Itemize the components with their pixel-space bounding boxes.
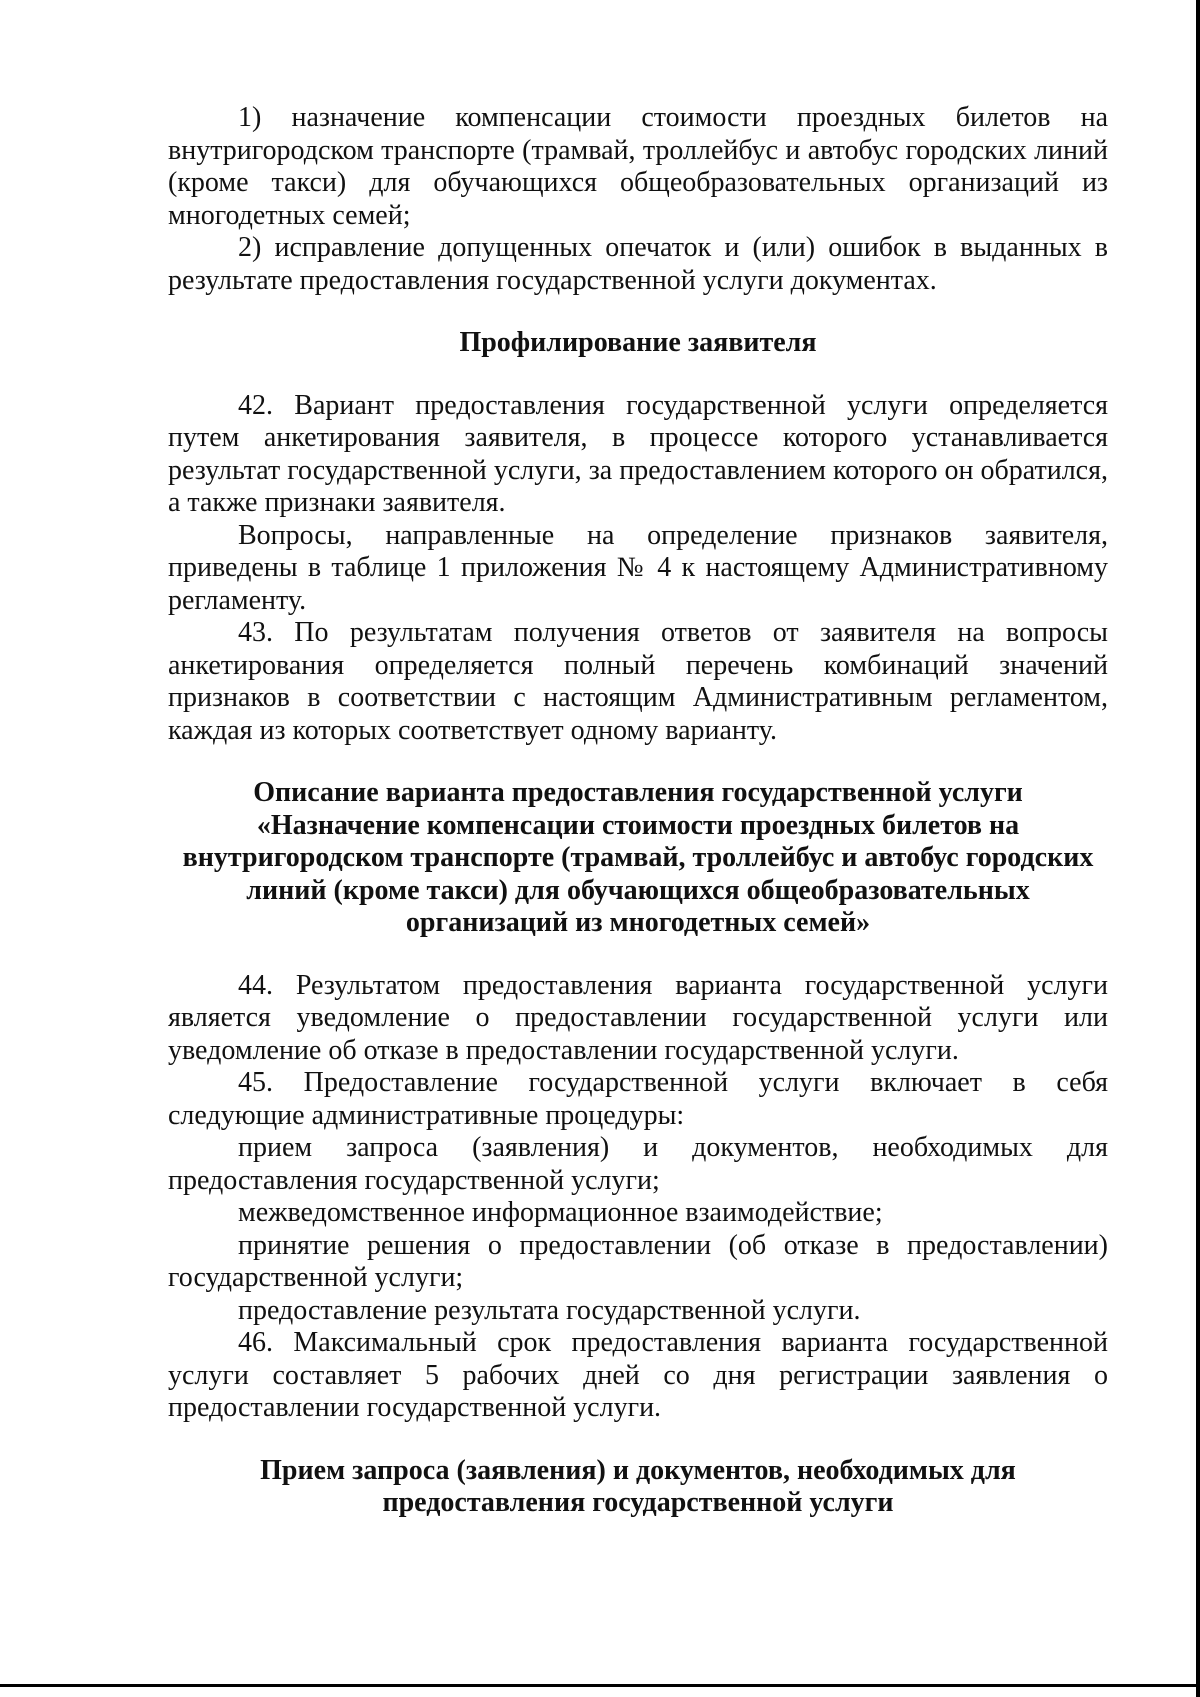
heading-variant xyxy=(168,777,1108,940)
paragraph-42: 42. Вариант предоставления государственной услуги определяется путем анкетирования заявителя, в процессе которого устанавливается результат государственной услуги, за предоставлением которого он обратился, а также признаки заявителя. xyxy=(168,389,1108,518)
intro-item-1: 1) назначение компенсации стоимости проездных билетов на внутригородском транспорте (трамвай, троллейбус и автобус городских линий (кроме такси) для обучающихся общеобразовательных организаций из многодетных семей; xyxy=(168,102,1108,231)
paragraph-43: 43. По результатам получения ответов от заявителя на вопросы анкетирования определяется полный перечень комбинаций значений признаков в соответствии с настоящим Административным регламентом, каждая из которых соответствует одному варианту. xyxy=(168,617,1108,746)
paragraph-45: 45. Предоставление государственной услуги включает в себя следующие административные процедуры: xyxy=(168,1067,1108,1131)
heading-variant-line: линий (кроме такси) для обучающихся общеобразовательных xyxy=(246,874,1030,906)
paragraph-44: 44. Результатом предоставления варианта государственной услуги является уведомление о предоставлении государственной услуги или уведомление об отказе в предоставлении государственной услуги. xyxy=(168,969,1108,1066)
procedure-item: межведомственное информационное взаимодействие; xyxy=(238,1197,883,1228)
heading-reception-line: предоставления государственной услуги xyxy=(382,1487,894,1518)
intro-item-2: 2) исправление допущенных опечаток и (или) ошибок в выданных в результате предоставления государственной услуги документах. xyxy=(168,232,1108,296)
procedure-item: принятие решения о предоставлении (об отказе в предоставлении) государственной услуги; xyxy=(168,1229,1108,1293)
heading-reception xyxy=(168,1455,1108,1520)
heading-variant-line: «Назначение компенсации стоимости проездных билетов на xyxy=(256,809,1020,841)
heading-reception-line: Прием запроса (заявления) и документов, необходимых для xyxy=(260,1454,1016,1486)
paragraph-46: 46. Максимальный срок предоставления варианта государственной услуги составляет 5 рабочих дней со дня регистрации заявления о предоставлении государственной услуги. xyxy=(168,1327,1108,1423)
procedure-item: предоставление результата государственной услуги. xyxy=(238,1294,861,1326)
procedure-item: прием запроса (заявления) и документов, необходимых для предоставления государственной услуги; xyxy=(168,1132,1108,1196)
heading-variant-line: Описание варианта предоставления государственной услуги xyxy=(253,777,1023,808)
scan-edge-right xyxy=(1196,0,1200,1697)
paragraph-questions: Вопросы, направленные на определение признаков заявителя, приведены в таблице 1 приложения № 4 к настоящему Административному регламенту. xyxy=(168,519,1108,616)
heading-variant-line: организаций из многодетных семей» xyxy=(405,907,871,938)
heading-variant-line: внутригородском транспорте (трамвай, троллейбус и автобус городских xyxy=(182,842,1094,873)
page-content xyxy=(168,102,1108,1520)
heading-profiling: Профилирование заявителя xyxy=(459,327,817,358)
scan-edge-bottom xyxy=(0,1684,1200,1687)
